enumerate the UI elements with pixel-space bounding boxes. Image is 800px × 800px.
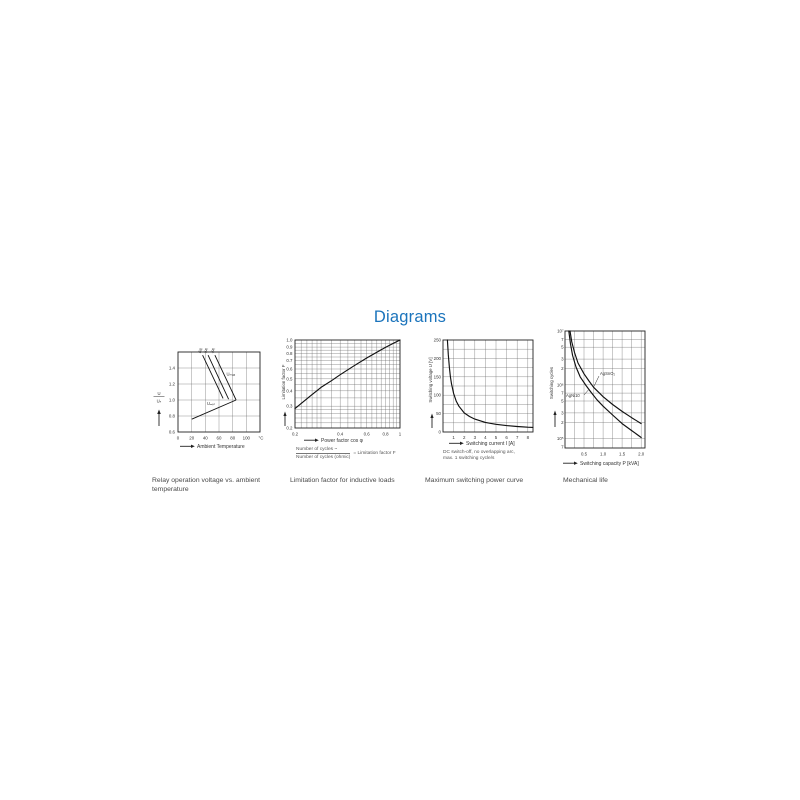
x-tick-label: 1.0 — [600, 451, 607, 457]
y-tick-label: 1.4 — [168, 365, 175, 371]
y-tick-label: 10⁷ — [557, 328, 564, 334]
x-tick-label: 2.0 — [638, 451, 645, 457]
note-line: max. 1 switching cycle/s — [443, 456, 495, 462]
switching-power-chart — [425, 336, 540, 448]
grid-lines — [295, 340, 400, 428]
x-tick-label: 6 — [505, 435, 508, 440]
formula-denominator: Number of cycles (ohmic) — [296, 455, 351, 460]
x-axis-label: Ambient Temperature — [197, 444, 245, 450]
figure-caption: Maximum switching power curve — [425, 477, 524, 484]
y-tick-label: 0.6 — [168, 429, 175, 435]
y-tick-label: 0.7 — [286, 358, 293, 364]
x-tick-label: 80 — [230, 435, 236, 441]
y-axis-label: Limitation factor F — [281, 364, 286, 400]
y-tick-label: 100 — [433, 392, 441, 398]
agni10-series-label: AgNi10 — [566, 393, 580, 398]
x-axis-label: Power factor cos φ — [321, 438, 363, 444]
x-tick-label: 8 — [526, 435, 530, 440]
x-axis-label: Switching capacity P [kVA] — [580, 461, 639, 467]
formula-result: = Limitation factor F — [353, 451, 396, 456]
x-axis-arrow-icon — [449, 442, 464, 445]
y-tick-label: 0.8 — [168, 413, 175, 419]
y-tick-label: 150 — [433, 374, 441, 380]
y-tick-label: 50 — [436, 411, 441, 417]
x-tick-label: 0 — [176, 435, 180, 441]
y-tick-label: 250 — [433, 337, 441, 343]
x-tick-label: 40 — [202, 435, 208, 441]
x-axis-label: Switching current I [A] — [466, 441, 515, 447]
limitation-factor-chart — [278, 336, 415, 446]
y-tick-label: 0.2 — [286, 425, 293, 431]
y-axis-label: Switching cycles — [549, 366, 554, 400]
y-tick-label: 3 — [561, 356, 564, 362]
note-line: DC switch-off, no overlapping arc, — [443, 450, 515, 455]
y-tick-label: 3 — [561, 410, 564, 416]
agni10-curve — [569, 331, 641, 438]
mechanical-life-chart — [551, 325, 663, 469]
load-line-label: 5A — [202, 347, 210, 354]
y-tick-label: 7 — [561, 390, 564, 396]
x-tick-label: 0.4 — [337, 431, 344, 437]
switching-power-notes — [443, 450, 543, 463]
load-line-label: 8A — [196, 347, 204, 354]
umax-annotation: Uₘₐₓ — [226, 371, 236, 377]
relay-voltage-chart — [150, 338, 272, 454]
x-axis-arrow-icon — [180, 445, 195, 448]
y-tick-label: 1.0 — [286, 337, 293, 343]
y-tick-label: 0.6 — [286, 366, 293, 372]
x-unit-label: °C — [258, 435, 264, 441]
y-tick-label: 0.8 — [286, 351, 293, 356]
y-tick-label: 0.4 — [286, 388, 293, 394]
grid-lines — [565, 331, 645, 448]
plot-frame — [565, 331, 645, 448]
x-tick-label: 2 — [462, 435, 466, 440]
y-tick-label: 0.3 — [286, 403, 293, 409]
y-axis-arrow-icon — [283, 412, 286, 427]
y-tick-label: 1.2 — [168, 381, 175, 387]
x-axis-arrow-icon — [563, 462, 578, 465]
y-tick-label: 5 — [561, 344, 564, 350]
x-tick-label: 0.8 — [382, 431, 389, 437]
umin-annotation: Uₘᵢₙ — [207, 401, 215, 406]
limitation-factor-formula — [296, 447, 396, 460]
x-tick-label: 60 — [216, 435, 222, 441]
y-tick-label: 200 — [433, 355, 441, 361]
y-tick-label: 7 — [561, 444, 564, 450]
agsno2-series-label: AgSnO₂ — [600, 371, 616, 376]
x-tick-label: 0.2 — [291, 431, 299, 437]
y-axis-ratio-numerator: U — [157, 391, 161, 396]
load-line-label: 3A — [209, 347, 217, 354]
x-tick-label: 1 — [398, 431, 402, 437]
x-tick-label: 5 — [494, 435, 498, 440]
y-axis-arrow-icon — [553, 411, 556, 428]
y-tick-label: 0.9 — [286, 344, 293, 350]
y-tick-label: 10⁶ — [556, 382, 564, 388]
formula-numerator: Number of cycles ~ — [296, 447, 350, 454]
y-tick-label: 2 — [561, 419, 564, 425]
x-tick-label: 100 — [242, 435, 250, 441]
y-tick-label: 5 — [561, 398, 564, 404]
y-tick-label: 0 — [438, 429, 441, 435]
y-tick-label: 2 — [561, 366, 564, 372]
y-tick-label: 1.0 — [168, 397, 175, 403]
x-tick-label: 1.5 — [619, 451, 626, 457]
plot-frame — [295, 340, 400, 428]
figure-caption: Limitation factor for inductive loads — [290, 477, 395, 484]
load-line-8a — [203, 355, 224, 398]
y-axis-arrow-icon — [157, 410, 161, 427]
y-tick-label: 10⁵ — [556, 436, 564, 442]
y-axis-label: Switching voltage U [V] — [428, 357, 433, 403]
y-tick-label: 0.5 — [286, 376, 293, 382]
x-tick-label: 1 — [452, 435, 455, 440]
power-curve — [447, 340, 533, 427]
x-tick-label: 4 — [484, 435, 487, 440]
figure-caption: Relay operation voltage vs. ambient temperature — [152, 477, 261, 493]
y-tick-label: 7 — [561, 336, 564, 342]
y-axis-arrow-icon — [430, 414, 433, 429]
page-title: Diagrams — [373, 308, 447, 326]
figure-caption: Mechanical life — [563, 477, 608, 484]
x-axis-arrow-icon — [304, 439, 319, 442]
x-tick-label: 20 — [189, 435, 195, 441]
agni10-leader-line — [584, 390, 589, 395]
x-tick-label: 0.6 — [363, 431, 370, 437]
y-axis-ratio-denominator: Uₙ — [156, 398, 162, 404]
grid-lines — [443, 340, 533, 432]
x-tick-label: 0.5 — [580, 451, 588, 457]
x-tick-label: 7 — [515, 435, 519, 440]
x-tick-label: 3 — [473, 435, 477, 440]
